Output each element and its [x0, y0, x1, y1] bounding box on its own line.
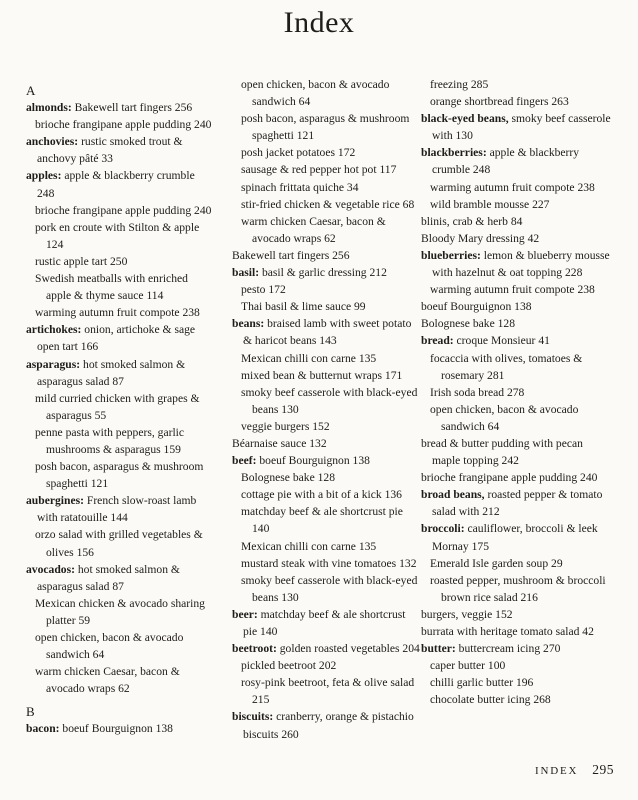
index-entry	[421, 623, 611, 640]
index-text: warming autumn fruit compote 238	[35, 306, 200, 320]
index-entry	[232, 264, 420, 281]
index-subentry	[232, 179, 420, 196]
index-text: Bolognese bake 128	[241, 471, 336, 485]
index-subentry	[26, 253, 214, 270]
index-text: posh bacon, asparagus & mushroom spaghetti 121	[35, 460, 204, 491]
index-text: cranberry, orange & pistachio biscuits 260	[243, 710, 414, 741]
index-subentry	[232, 161, 420, 178]
index-text: rosy-pink beetroot, feta & olive salad 215	[241, 676, 415, 707]
index-entry	[421, 110, 611, 144]
index-subentry	[232, 110, 420, 144]
index-text: warming autumn fruit compote 238	[430, 283, 595, 297]
index-subentry	[26, 219, 214, 253]
index-entry	[421, 247, 611, 281]
index-subentry	[26, 629, 214, 663]
index-text: Mexican chilli con carne 135	[241, 539, 377, 553]
index-keyword: almonds:	[26, 101, 72, 115]
index-text: basil & garlic dressing 212	[259, 266, 387, 280]
index-entry	[26, 99, 214, 116]
index-subentry	[421, 76, 611, 93]
index-text: burgers, veggie 152	[421, 607, 513, 621]
index-subentry	[232, 350, 420, 367]
index-subentry	[26, 526, 214, 560]
footer-section-label: INDEX	[535, 765, 579, 777]
index-subentry	[232, 418, 420, 435]
index-subentry	[232, 298, 420, 315]
index-text: chocolate butter icing 268	[430, 693, 551, 707]
index-text: roasted pepper & tomato salad with 212	[432, 488, 603, 519]
index-text: Mexican chicken & avocado sharing platter 59	[35, 596, 205, 627]
index-text: smoky beef casserole with black-eyed beans 130	[241, 573, 418, 604]
index-text: warming autumn fruit compote 238	[430, 180, 595, 194]
index-subentry	[421, 196, 611, 213]
index-entry	[421, 315, 611, 332]
index-text: brioche frangipane apple pudding 240	[35, 203, 212, 217]
index-text: open chicken, bacon & avocado sandwich 64	[430, 402, 579, 433]
index-subentry	[421, 674, 611, 691]
index-keyword: butter:	[421, 642, 456, 656]
index-subentry	[26, 390, 214, 424]
index-text: stir-fried chicken & vegetable rice 68	[241, 197, 415, 211]
index-entry	[26, 167, 214, 201]
index-subentry	[421, 555, 611, 572]
index-entry	[26, 321, 214, 355]
index-text: wild bramble mousse 227	[430, 197, 550, 211]
index-text: smoky beef casserole with black-eyed beans 130	[241, 385, 418, 416]
index-text: Bakewell tart fingers 256	[71, 101, 193, 115]
index-entry	[421, 486, 611, 520]
index-text: Bakewell tart fingers 256	[232, 248, 350, 262]
index-text: posh bacon, asparagus & mushroom spaghetti 121	[241, 112, 410, 143]
index-text: roasted pepper, mushroom & broccoli brown rice salad 216	[430, 573, 606, 604]
index-subentry	[232, 486, 420, 503]
index-subentry	[421, 179, 611, 196]
index-keyword: bread:	[421, 334, 454, 348]
index-subentry	[421, 401, 611, 435]
index-text: Béarnaise sauce 132	[232, 436, 327, 450]
index-entry	[421, 298, 611, 315]
index-text: golden roasted vegetables 204	[276, 642, 420, 656]
index-column-1	[26, 80, 214, 738]
index-text: mild curried chicken with grapes & asparagus 55	[35, 391, 200, 422]
index-text: buttercream icing 270	[455, 642, 561, 656]
index-text: matchday beef & ale shortcrust pie 140	[241, 505, 403, 536]
index-subentry	[232, 555, 420, 572]
index-text: croque Monsieur 41	[453, 334, 550, 348]
index-text: smoky beef casserole with 130	[432, 112, 611, 143]
index-text: rustic apple tart 250	[35, 254, 128, 268]
index-entry	[421, 144, 611, 178]
section-letter: B	[26, 704, 36, 720]
index-subentry	[26, 663, 214, 697]
index-keyword: broccoli:	[421, 522, 465, 536]
index-text: burrata with heritage tomato salad 42	[421, 625, 594, 638]
index-subentry	[26, 270, 214, 304]
index-keyword: blueberries:	[421, 248, 481, 262]
index-text: pickled beetroot 202	[241, 659, 337, 673]
index-entry	[232, 315, 420, 349]
index-text: rustic smoked trout & anchovy pâté 33	[37, 135, 183, 166]
index-text: matchday beef & ale shortcrust pie 140	[243, 607, 406, 638]
index-entry	[26, 720, 214, 737]
index-subentry	[26, 458, 214, 492]
index-text: lemon & blueberry mousse with hazelnut & oat topping 228	[432, 248, 610, 280]
index-entry	[26, 356, 214, 390]
index-entry	[421, 332, 611, 349]
index-subentry	[232, 196, 420, 213]
index-subentry	[26, 202, 214, 219]
index-text: hot smoked salmon & asparagus salad 87	[37, 562, 180, 593]
index-entry	[421, 213, 611, 230]
index-subentry	[26, 424, 214, 458]
index-subentry	[421, 657, 611, 674]
index-text: open chicken, bacon & avocado sandwich 64	[35, 631, 184, 662]
index-text: Bloody Mary dressing 42	[421, 231, 540, 245]
index-text: warm chicken Caesar, bacon & avocado wraps 62	[35, 665, 180, 696]
index-text: Swedish meatballs with enriched apple & thyme sauce 114	[35, 272, 188, 303]
index-keyword: avocados:	[26, 562, 75, 576]
index-text: brioche frangipane apple pudding 240	[35, 118, 212, 132]
index-text: French slow-roast lamb with ratatouille 144	[37, 494, 197, 525]
index-entry	[232, 640, 420, 657]
index-text: cottage pie with a bit of a kick 136	[241, 488, 402, 502]
index-keyword: beer:	[232, 607, 258, 621]
index-text: penne pasta with peppers, garlic mushrooms & asparagus 159	[35, 425, 185, 456]
index-subentry	[26, 116, 214, 133]
index-text: hot smoked salmon & asparagus salad 87	[37, 357, 186, 388]
index-subentry	[232, 503, 420, 537]
index-entry	[26, 133, 214, 167]
index-text: blinis, crab & herb 84	[421, 214, 523, 228]
index-subentry	[421, 350, 611, 384]
index-subentry	[232, 76, 420, 110]
index-text: open chicken, bacon & avocado sandwich 64	[241, 78, 390, 109]
index-subentry	[421, 281, 611, 298]
index-entry	[232, 435, 420, 452]
index-subentry	[421, 691, 611, 708]
index-subentry	[232, 572, 420, 606]
index-text: chilli garlic butter 196	[430, 676, 534, 690]
index-keyword: bacon:	[26, 722, 60, 736]
index-subentry	[26, 595, 214, 629]
index-column-2	[232, 76, 420, 743]
index-entry	[232, 708, 420, 742]
section-letter: A	[26, 83, 36, 98]
index-subentry	[232, 281, 420, 298]
page-number: 295	[592, 762, 614, 777]
index-entry	[421, 520, 611, 554]
index-keyword: apples:	[26, 169, 62, 183]
index-text: Irish soda bread 278	[430, 385, 525, 399]
index-subentry	[232, 367, 420, 384]
index-keyword: black-eyed beans,	[421, 112, 509, 126]
index-subentry	[232, 674, 420, 708]
page-title: Index	[283, 6, 355, 39]
index-keyword: beetroot:	[232, 642, 277, 656]
index-keyword: blackberries:	[421, 146, 487, 160]
index-text: spinach frittata quiche 34	[241, 180, 359, 194]
index-subentry	[232, 144, 420, 161]
index-text: sausage & red pepper hot pot 117	[241, 163, 397, 177]
index-subentry	[232, 657, 420, 674]
index-keyword: beef:	[232, 454, 257, 468]
index-subentry	[421, 572, 611, 606]
index-column-3	[421, 76, 611, 708]
index-text: veggie burgers 152	[241, 419, 330, 433]
index-text: mustard steak with vine tomatoes 132	[241, 556, 417, 570]
index-entry	[26, 561, 214, 595]
index-text: orange shortbread fingers 263	[430, 95, 569, 109]
index-text: orzo salad with grilled vegetables & olives 156	[35, 528, 203, 559]
index-text: braised lamb with sweet potato & haricot beans 143	[243, 317, 412, 348]
index-text: freezing 285	[430, 78, 489, 91]
index-subentry	[232, 384, 420, 418]
index-subentry	[232, 538, 420, 555]
index-text: onion, artichoke & sage open tart 166	[37, 323, 196, 354]
index-text: mixed bean & butternut wraps 171	[241, 368, 403, 382]
index-entry	[232, 606, 420, 640]
index-text: Mexican chilli con carne 135	[241, 351, 377, 365]
index-text: Thai basil & lime sauce 99	[241, 300, 366, 314]
index-entry	[421, 230, 611, 247]
index-text: Emerald Isle garden soup 29	[430, 556, 563, 570]
index-text: boeuf Bourguignon 138	[59, 722, 173, 736]
index-subentry	[232, 213, 420, 247]
index-subentry	[26, 304, 214, 321]
index-keyword: artichokes:	[26, 323, 82, 337]
index-text: bread & butter pudding with pecan maple topping 242	[421, 436, 583, 468]
index-entry	[421, 606, 611, 623]
index-subentry	[421, 93, 611, 110]
index-text: boeuf Bourguignon 138	[256, 454, 370, 468]
index-text: apple & blackberry crumble 248	[432, 146, 580, 177]
index-subentry	[421, 384, 611, 401]
index-text: caper butter 100	[430, 659, 506, 673]
index-keyword: biscuits:	[232, 710, 274, 724]
index-text: boeuf Bourguignon 138	[421, 300, 532, 314]
index-text: pesto 172	[241, 283, 286, 297]
index-text: apple & blackberry crumble 248	[37, 169, 195, 200]
index-text: focaccia with olives, tomatoes & rosemary 281	[430, 351, 583, 382]
index-text: warm chicken Caesar, bacon & avocado wraps 62	[241, 214, 386, 245]
index-entry	[421, 435, 611, 469]
index-entry	[26, 492, 214, 526]
index-keyword: broad beans,	[421, 488, 485, 502]
index-entry	[232, 247, 420, 264]
index-entry	[421, 640, 611, 657]
index-subentry	[232, 469, 420, 486]
index-text: brioche frangipane apple pudding 240	[421, 471, 598, 485]
index-text: pork en croute with Stilton & apple 124	[35, 220, 200, 251]
page-footer	[535, 762, 614, 778]
index-keyword: beans:	[232, 317, 265, 331]
index-keyword: basil:	[232, 266, 260, 280]
index-entry	[421, 469, 611, 486]
index-entry	[232, 452, 420, 469]
index-keyword: aubergines:	[26, 494, 84, 508]
index-keyword: asparagus:	[26, 357, 81, 371]
index-text: cauliflower, broccoli & leek Mornay 175	[432, 522, 598, 553]
index-text: posh jacket potatoes 172	[241, 146, 356, 160]
index-text: Bolognese bake 128	[421, 317, 516, 331]
index-keyword: anchovies:	[26, 135, 79, 149]
